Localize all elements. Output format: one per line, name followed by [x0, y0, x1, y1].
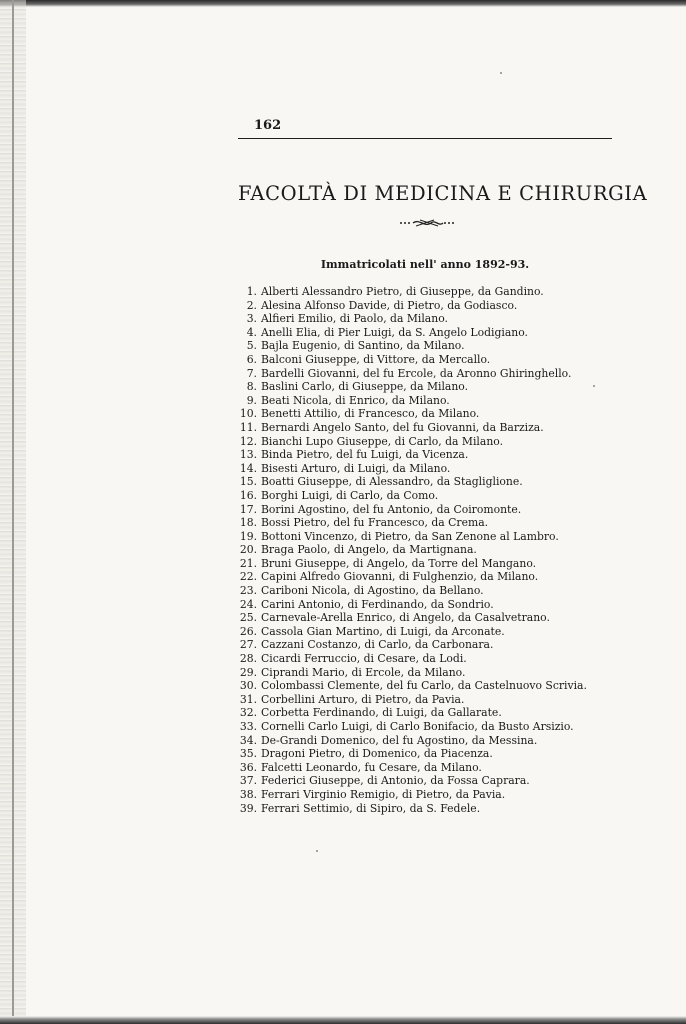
entry-text: Corbellini Arturo, di Pietro, da Pavia.	[261, 692, 465, 706]
list-item	[238, 530, 598, 544]
entry-text: Ciprandi Mario, di Ercole, da Milano.	[261, 665, 466, 679]
page-number: 162	[254, 118, 282, 133]
entry-text: Borghi Luigi, di Carlo, da Como.	[261, 488, 439, 502]
list-item	[238, 734, 598, 748]
entry-number: 31.	[239, 692, 257, 706]
list-item	[238, 802, 598, 816]
entry-number: 18.	[239, 516, 257, 530]
entry-number: 19.	[239, 529, 257, 543]
entry-text: Bruni Giuseppe, di Angelo, da Torre del Mangano.	[261, 556, 537, 570]
list-item	[238, 584, 598, 598]
list-item	[238, 489, 598, 503]
entry-number: 25.	[239, 611, 257, 625]
list-item	[238, 788, 598, 802]
list-item	[238, 611, 598, 625]
list-item	[238, 570, 598, 584]
entry-number: 26.	[239, 624, 257, 638]
entry-text: Federici Giuseppe, di Antonio, da Fossa Caprara.	[261, 774, 530, 788]
entry-text: Alberti Alessandro Pietro, di Giuseppe, da Gandino.	[261, 285, 544, 298]
paper-speck	[316, 850, 318, 852]
entry-text: Cornelli Carlo Luigi, di Carlo Bonifacio, da Busto Arsizio.	[261, 720, 574, 733]
entry-number: 20.	[239, 543, 257, 557]
list-item	[238, 516, 598, 530]
list-item	[238, 435, 598, 449]
list-item	[238, 285, 598, 299]
page-title: FACOLTÀ DI MEDICINA E CHIRURGIA	[238, 182, 648, 205]
entry-text: Cicardi Ferruccio, di Cesare, da Lodi.	[261, 652, 467, 666]
paper-speck	[500, 72, 502, 74]
entry-number: 32.	[239, 706, 257, 720]
list-item	[238, 598, 598, 612]
entry-number: 36.	[239, 760, 257, 774]
entry-number: 28.	[239, 652, 257, 666]
entry-number: 21.	[239, 556, 257, 570]
entry-text: Baslini Carlo, di Giuseppe, da Milano.	[261, 380, 469, 394]
list-item	[238, 543, 598, 557]
scan-binding-line	[12, 0, 14, 1024]
entry-text: Bisesti Arturo, di Luigi, da Milano.	[261, 461, 451, 475]
entry-text: Carini Antonio, di Ferdinando, da Sondrio.	[261, 597, 494, 611]
list-item	[238, 652, 598, 666]
list-item	[238, 747, 598, 761]
section-subtitle: Immatricolati nell' anno 1892-93.	[320, 258, 530, 271]
entry-number: 29.	[239, 665, 257, 679]
list-item	[238, 312, 598, 326]
entry-number: 17.	[239, 502, 257, 516]
entry-number: 1.	[246, 285, 257, 298]
entry-number: 24.	[239, 597, 257, 611]
list-item	[238, 761, 598, 775]
entry-number: 16.	[239, 488, 257, 502]
list-item	[238, 774, 598, 788]
entry-text: Bossi Pietro, del fu Francesco, da Crema.	[261, 516, 489, 530]
entry-text: Alesina Alfonso Davide, di Pietro, da Godiasco.	[261, 298, 518, 312]
list-item	[238, 638, 598, 652]
entry-text: Dragoni Pietro, di Domenico, da Piacenza.	[261, 747, 493, 761]
list-item	[238, 421, 598, 435]
entry-text: Bianchi Lupo Giuseppe, di Carlo, da Milano.	[261, 434, 504, 448]
entry-number: 8.	[246, 380, 257, 394]
entry-number: 15.	[239, 475, 257, 489]
entry-number: 39.	[239, 801, 257, 815]
list-item	[238, 475, 598, 489]
entry-number: 35.	[239, 747, 257, 761]
list-item	[238, 299, 598, 313]
entry-text: Bajla Eugenio, di Santino, da Milano.	[261, 339, 465, 353]
list-item	[238, 353, 598, 367]
entry-number: 38.	[239, 787, 257, 801]
entry-number: 6.	[246, 352, 257, 366]
entry-number: 7.	[246, 366, 257, 380]
list-item	[238, 720, 598, 734]
entry-text: Binda Pietro, del fu Luigi, da Vicenza.	[261, 448, 469, 462]
list-item	[238, 394, 598, 408]
entry-text: Cassola Gian Martino, di Luigi, da Arconate.	[261, 624, 505, 638]
entry-number: 34.	[239, 733, 257, 747]
list-item	[238, 462, 598, 476]
entry-number: 22.	[239, 570, 257, 584]
entry-text: Borini Agostino, del fu Antonio, da Coiromonte.	[261, 502, 522, 516]
entry-text: Balconi Giuseppe, di Vittore, da Mercallo.	[261, 352, 491, 366]
entry-text: Braga Paolo, di Angelo, da Martignana.	[261, 543, 477, 557]
list-item	[238, 503, 598, 517]
entry-text: Anelli Elia, di Pier Luigi, da S. Angelo Lodigiano.	[261, 325, 528, 339]
entry-text: De-Grandi Domenico, del fu Agostino, da Messina.	[261, 733, 538, 747]
entry-number: 14.	[239, 461, 257, 475]
entry-text: Bernardi Angelo Santo, del fu Giovanni, da Barziza.	[261, 420, 544, 434]
list-item	[238, 367, 598, 381]
scan-top-edge	[0, 0, 686, 7]
header-rule	[238, 138, 612, 139]
entry-text: Boatti Giuseppe, di Alessandro, da Stagliglione.	[261, 475, 523, 489]
entry-text: Benetti Attilio, di Francesco, da Milano.	[261, 407, 480, 421]
entry-text: Cazzani Costanzo, di Carlo, da Carbonara.	[261, 638, 494, 652]
entry-text: Bottoni Vincenzo, di Pietro, da San Zenone al Lambro.	[261, 529, 559, 543]
list-item	[238, 339, 598, 353]
entry-text: Cariboni Nicola, di Agostino, da Bellano.	[261, 584, 484, 598]
entry-number: 13.	[239, 448, 257, 462]
entry-number: 2.	[246, 298, 257, 312]
entry-number: 33.	[239, 720, 257, 733]
list-item	[238, 666, 598, 680]
ornament-divider	[398, 216, 454, 230]
entry-number: 4.	[246, 325, 257, 339]
entry-text: Falcetti Leonardo, fu Cesare, da Milano.	[261, 760, 482, 774]
list-item	[238, 693, 598, 707]
list-item	[238, 448, 598, 462]
list-item	[238, 557, 598, 571]
list-item	[238, 380, 598, 394]
entry-number: 3.	[246, 312, 257, 326]
entry-text: Bardelli Giovanni, del fu Ercole, da Aronno Ghiringhello.	[261, 366, 572, 380]
entry-text: Ferrari Settimio, di Sipiro, da S. Fedele.	[261, 801, 481, 815]
entry-number: 12.	[239, 434, 257, 448]
list-item	[238, 326, 598, 340]
entry-number: 5.	[246, 339, 257, 353]
list-item	[238, 706, 598, 720]
list-item	[238, 679, 598, 693]
list-item	[238, 407, 598, 421]
scan-bottom-edge	[0, 1016, 686, 1024]
entry-number: 23.	[239, 584, 257, 598]
list-item	[238, 625, 598, 639]
entry-number: 37.	[239, 774, 257, 788]
entry-number: 9.	[246, 393, 257, 407]
entry-number: 30.	[239, 679, 257, 693]
entry-text: Ferrari Virginio Remigio, di Pietro, da Pavia.	[261, 787, 506, 801]
paper-speck	[593, 385, 595, 387]
entry-text: Capini Alfredo Giovanni, di Fulghenzio, da Milano.	[261, 570, 539, 584]
student-list	[238, 285, 598, 815]
entry-text: Alfieri Emilio, di Paolo, da Milano.	[261, 312, 448, 326]
entry-number: 11.	[239, 420, 257, 434]
entry-number: 10.	[239, 407, 257, 421]
entry-text: Corbetta Ferdinando, di Luigi, da Gallarate.	[261, 706, 502, 720]
entry-text: Colombassi Clemente, del fu Carlo, da Castelnuovo Scrivia.	[261, 679, 587, 693]
entry-number: 27.	[239, 638, 257, 652]
entry-text: Carnevale-Arella Enrico, di Angelo, da Casalvetrano.	[261, 611, 550, 625]
entry-text: Beati Nicola, di Enrico, da Milano.	[261, 393, 450, 407]
